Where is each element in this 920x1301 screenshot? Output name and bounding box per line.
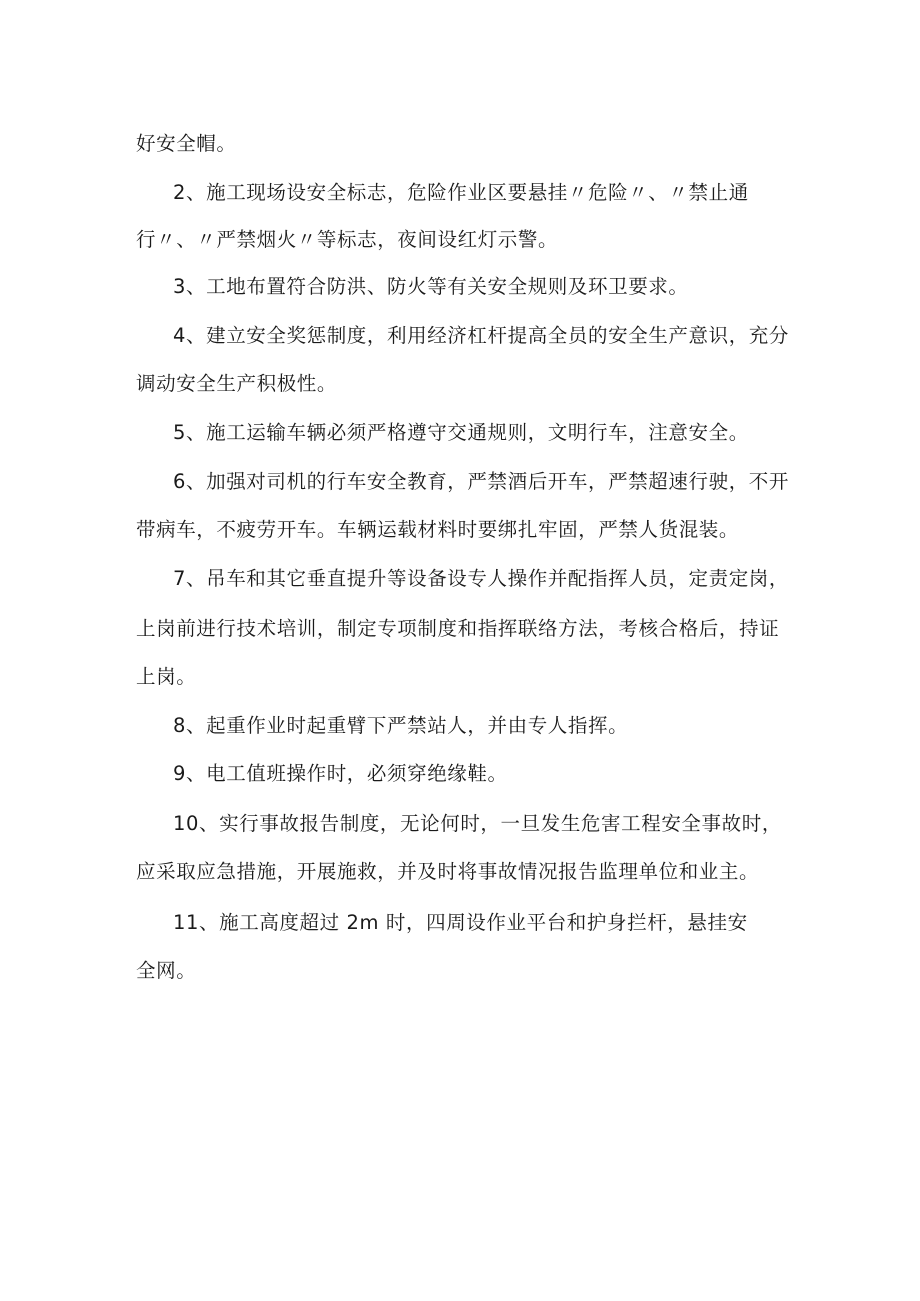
text-line: 7、吊车和其它垂直提升等设备设专人操作并配指挥人员，定责定岗， [173,567,790,590]
text-line: 上岗前进行技术培训，制定专项制度和指挥联络方法，考核合格后，持证 [136,617,780,640]
text-line: 3、工地布置符合防洪、防火等有关安全规则及环卫要求。 [173,275,689,298]
text-line: 10、实行事故报告制度，无论何时，一旦发生危害工程安全事故时， [173,812,782,835]
text-line: 2、施工现场设安全标志，危险作业区要悬挂〃危险〃、〃禁止通 [173,181,749,204]
text-line: 9、电工值班操作时，必须穿绝缘鞋。 [173,762,508,785]
text-line: 带病车，不疲劳开车。车辆运载材料时要绑扎牢固，严禁人货混装。 [136,518,740,541]
text-line: 行〃、〃严禁烟火〃等标志，夜间设红灯示警。 [136,228,559,251]
text-line: 应采取应急措施，开展施救，并及时将事故情况报告监理单位和业主。 [136,860,760,883]
text-line: 5、施工运输车辆必须严格遵守交通规则，文明行车，注意安全。 [173,421,749,444]
text-line: 6、加强对司机的行车安全教育，严禁酒后开车，严禁超速行驶，不开 [173,470,790,493]
text-line: 11、施工高度超过 2m 时，四周设作业平台和护身拦杆，悬挂安 [173,911,748,934]
text-line: 8、起重作业时起重臂下严禁站人，并由专人指挥。 [173,714,629,737]
text-line: 全网。 [136,959,197,982]
text-line: 调动安全生产积极性。 [136,372,338,395]
text-line: 上岗。 [136,665,197,688]
text-line: 4、建立安全奖惩制度，利用经济杠杆提高全员的安全生产意识，充分 [173,324,790,347]
text-line: 好安全帽。 [136,132,237,155]
